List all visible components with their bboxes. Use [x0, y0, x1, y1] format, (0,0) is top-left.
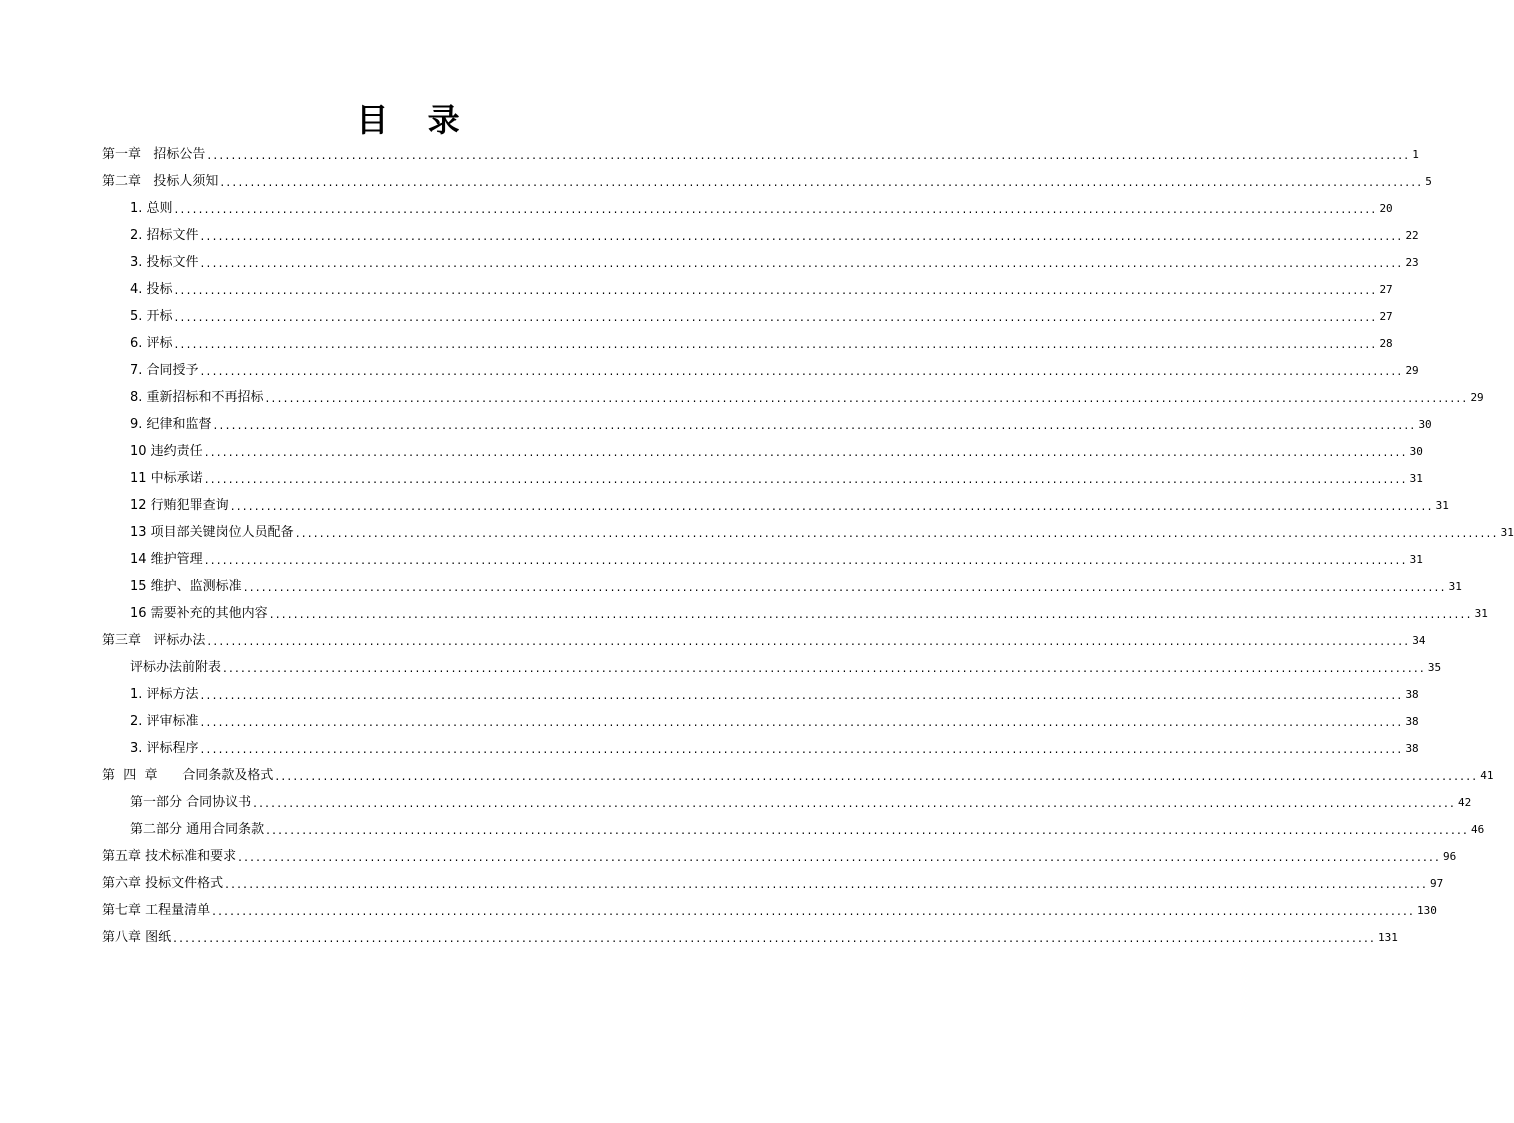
toc-entry-page-number: 38: [1405, 715, 1419, 728]
toc-dot-leader: ........................................................................................................................................................................................................: [220, 175, 1424, 189]
toc-entry-inner: [102, 923, 1398, 950]
toc-entry[interactable]: [0, 410, 1432, 437]
toc-entry-label: 14 维护管理: [130, 552, 203, 567]
toc-entry[interactable]: [0, 329, 1393, 356]
toc-dot-leader: ........................................................................................................................................................................................................: [173, 931, 1377, 945]
toc-entry-label: 7. 合同授予: [130, 363, 199, 378]
toc-entry-page-number: 130: [1417, 904, 1437, 917]
toc-entry-inner: [102, 167, 1432, 194]
toc-entry-inner: [130, 653, 1442, 680]
toc-entry-inner: [130, 491, 1449, 518]
toc-entry-page-number: 97: [1430, 877, 1444, 890]
toc-dot-leader: ........................................................................................................................................................................................................: [238, 850, 1442, 864]
toc-entry[interactable]: [0, 815, 1485, 842]
toc-entry-label: 6. 评标: [130, 336, 173, 351]
toc-entry[interactable]: [0, 626, 1426, 653]
toc-dot-leader: ........................................................................................................................................................................................................: [213, 418, 1417, 432]
toc-entry-inner: [102, 842, 1457, 869]
toc-dot-leader: ........................................................................................................................................................................................................: [265, 391, 1469, 405]
toc-entry[interactable]: [0, 788, 1472, 815]
toc-entry-inner: [130, 518, 1514, 545]
toc-entry-page-number: 42: [1458, 796, 1472, 809]
toc-dot-leader: ........................................................................................................................................................................................................: [269, 607, 1473, 621]
toc-entry-label: 第二章 投标人须知: [102, 174, 219, 189]
toc-entry[interactable]: [0, 491, 1449, 518]
toc-entry-inner: [130, 248, 1419, 275]
toc-entry-page-number: 131: [1378, 931, 1398, 944]
toc-entry[interactable]: [0, 221, 1419, 248]
toc-entry[interactable]: [0, 923, 1398, 950]
toc-entry[interactable]: [0, 383, 1484, 410]
toc-entry-inner: [130, 680, 1419, 707]
toc-dot-leader: ........................................................................................................................................................................................................: [204, 445, 1408, 459]
toc-entry[interactable]: [0, 680, 1419, 707]
toc-dot-leader: ........................................................................................................................................................................................................: [200, 715, 1404, 729]
toc-entry-page-number: 30: [1409, 445, 1423, 458]
toc-entry-inner: [130, 464, 1423, 491]
toc-entry-page-number: 46: [1471, 823, 1485, 836]
toc-dot-leader: ........................................................................................................................................................................................................: [200, 256, 1404, 270]
toc-entry[interactable]: [0, 275, 1393, 302]
toc-entry-label: 第三章 评标办法: [102, 633, 206, 648]
toc-entry-label: 第二部分 通用合同条款: [130, 822, 265, 837]
toc-dot-leader: ........................................................................................................................................................................................................: [253, 796, 1457, 810]
toc-dot-leader: ........................................................................................................................................................................................................: [243, 580, 1447, 594]
toc-dot-leader: ........................................................................................................................................................................................................: [225, 877, 1429, 891]
toc-entry-page-number: 31: [1409, 553, 1423, 566]
toc-entry[interactable]: [0, 842, 1457, 869]
toc-title: 目 录: [356, 101, 474, 139]
toc-entry-page-number: 29: [1470, 391, 1484, 404]
toc-entry-inner: [130, 437, 1423, 464]
toc-entry-inner: [102, 869, 1444, 896]
toc-entry[interactable]: [0, 167, 1432, 194]
toc-dot-leader: ........................................................................................................................................................................................................: [174, 202, 1378, 216]
toc-entry-inner: [102, 896, 1437, 923]
toc-entry-page-number: 22: [1405, 229, 1419, 242]
toc-entry-page-number: 27: [1379, 310, 1393, 323]
toc-entry[interactable]: [0, 518, 1514, 545]
toc-entry-page-number: 31: [1435, 499, 1449, 512]
toc-entry-inner: [130, 599, 1488, 626]
toc-entry[interactable]: [0, 194, 1393, 221]
toc-entry-label: 第六章 投标文件格式: [102, 876, 224, 891]
toc-entry-label: 2. 评审标准: [130, 714, 199, 729]
toc-entry[interactable]: [0, 653, 1442, 680]
toc-entry[interactable]: [0, 734, 1419, 761]
toc-dot-leader: ........................................................................................................................................................................................................: [174, 337, 1378, 351]
toc-entry[interactable]: [0, 356, 1419, 383]
toc-entry-inner: [130, 221, 1419, 248]
toc-entry-label: 13 项目部关键岗位人员配备: [130, 525, 294, 540]
toc-dot-leader: ........................................................................................................................................................................................................: [200, 364, 1404, 378]
toc-entry-label: 1. 总则: [130, 201, 173, 216]
toc-entry-inner: [102, 761, 1494, 788]
toc-dot-leader: ........................................................................................................................................................................................................: [204, 472, 1408, 486]
toc-entry-page-number: 20: [1379, 202, 1393, 215]
toc-entry-label: 4. 投标: [130, 282, 173, 297]
toc-entry-inner: [130, 734, 1419, 761]
toc-entry-label: 3. 评标程序: [130, 741, 199, 756]
toc-entry-inner: [130, 410, 1432, 437]
toc-entry-label: 15 维护、监测标准: [130, 579, 242, 594]
toc-entry-inner: [102, 140, 1419, 167]
toc-entry-page-number: 27: [1379, 283, 1393, 296]
toc-entry-page-number: 31: [1474, 607, 1488, 620]
toc-dot-leader: ........................................................................................................................................................................................................: [174, 310, 1378, 324]
toc-dot-leader: ........................................................................................................................................................................................................: [200, 229, 1404, 243]
toc-dot-leader: ........................................................................................................................................................................................................: [275, 769, 1479, 783]
toc-entry-page-number: 28: [1379, 337, 1393, 350]
toc-entry-label: 11 中标承诺: [130, 471, 203, 486]
toc-entry-inner: [130, 572, 1462, 599]
toc-entry-page-number: 5: [1425, 175, 1432, 188]
toc-dot-leader: ........................................................................................................................................................................................................: [200, 742, 1404, 756]
toc-entry-page-number: 23: [1405, 256, 1419, 269]
toc-dot-leader: ........................................................................................................................................................................................................: [207, 148, 1411, 162]
toc-entry-page-number: 38: [1405, 742, 1419, 755]
toc-entry[interactable]: [0, 761, 1494, 788]
toc-entry-label: 第七章 工程量清单: [102, 903, 211, 918]
toc-entry-label: 3. 投标文件: [130, 255, 199, 270]
toc-dot-leader: ........................................................................................................................................................................................................: [212, 904, 1416, 918]
toc-entry-inner: [130, 545, 1423, 572]
toc-entry-inner: [130, 707, 1419, 734]
toc-entry-page-number: 29: [1405, 364, 1419, 377]
toc-dot-leader: ........................................................................................................................................................................................................: [200, 688, 1404, 702]
toc-entry-label: 12 行贿犯罪查询: [130, 498, 229, 513]
toc-entry-label: 10 违约责任: [130, 444, 203, 459]
toc-entry-label: 第八章 图纸: [102, 930, 172, 945]
toc-dot-leader: ........................................................................................................................................................................................................: [174, 283, 1378, 297]
toc-entry-label: 1. 评标方法: [130, 687, 199, 702]
toc-entry[interactable]: [0, 464, 1423, 491]
toc-entry-inner: [130, 194, 1393, 221]
toc-entry[interactable]: [0, 599, 1488, 626]
toc-entry-label: 评标办法前附表: [130, 660, 222, 675]
toc-entry[interactable]: [0, 896, 1437, 923]
toc-entry-label: 第五章 技术标准和要求: [102, 849, 237, 864]
toc-entry-page-number: 30: [1418, 418, 1432, 431]
toc-entry[interactable]: [0, 545, 1423, 572]
toc-dot-leader: ........................................................................................................................................................................................................: [230, 499, 1434, 513]
toc-entry-page-number: 1: [1412, 148, 1419, 161]
toc-entry[interactable]: [0, 572, 1462, 599]
toc-entry[interactable]: [0, 248, 1419, 275]
toc-dot-leader: ........................................................................................................................................................................................................: [204, 553, 1408, 567]
toc-entry[interactable]: [0, 437, 1423, 464]
toc-entry-label: 第一部分 合同协议书: [130, 795, 252, 810]
toc-entry-inner: [130, 383, 1484, 410]
toc-entry-inner: [102, 626, 1426, 653]
toc-entry-inner: [130, 788, 1472, 815]
toc-entry[interactable]: [0, 302, 1393, 329]
toc-entry[interactable]: [0, 140, 1419, 167]
toc-dot-leader: ........................................................................................................................................................................................................: [266, 823, 1470, 837]
toc-entry-page-number: 34: [1412, 634, 1426, 647]
toc-dot-leader: ........................................................................................................................................................................................................: [295, 526, 1499, 540]
toc-entry-label: 9. 纪律和监督: [130, 417, 212, 432]
toc-entry-label: 2. 招标文件: [130, 228, 199, 243]
toc-entry-inner: [130, 275, 1393, 302]
toc-entry-inner: [130, 356, 1419, 383]
toc-entry-page-number: 35: [1427, 661, 1442, 674]
toc-entry-label: 16 需要补充的其他内容: [130, 606, 268, 621]
toc-entry-label: 8. 重新招标和不再招标: [130, 390, 264, 405]
toc-dot-leader: ........................................................................................................................................................................................................: [207, 634, 1411, 648]
toc-entry-label: 5. 开标: [130, 309, 173, 324]
toc-entry-page-number: 31: [1500, 526, 1514, 539]
toc-entry[interactable]: [0, 707, 1419, 734]
toc-entry-page-number: 31: [1409, 472, 1423, 485]
toc-entry-inner: [130, 302, 1393, 329]
toc-entry-label: 第 四 章 合同条款及格式: [102, 768, 274, 783]
toc-entry-page-number: 38: [1405, 688, 1419, 701]
toc-dot-leader: ........................................................................................................................................................................................................: [223, 661, 1426, 675]
toc-entry-page-number: 41: [1480, 769, 1494, 782]
toc-entry-label: 第一章 招标公告: [102, 147, 206, 162]
toc-entry-page-number: 96: [1443, 850, 1457, 863]
toc-entry-inner: [130, 815, 1485, 842]
toc-entry-inner: [130, 329, 1393, 356]
toc-entry-page-number: 31: [1448, 580, 1462, 593]
toc-entry[interactable]: [0, 869, 1444, 896]
